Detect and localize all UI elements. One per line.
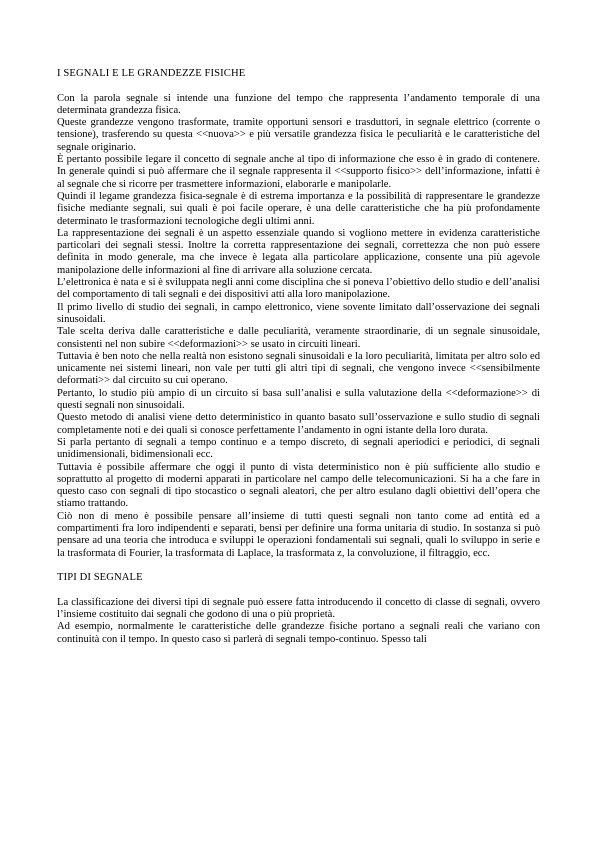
- section-tipi-segnale: [57, 572, 540, 646]
- paragraph: Ciò non di meno è possibile pensare all’insieme di tutti questi segnali non tanto come ad entità ed a compartimenti fra loro indipendenti e separati, bensì per definire una forma unitaria di studio. In sostanza si può pensare ad una teoria che introduca e sviluppi le operazioni fondamentali sui segnali, quali lo sviluppo in serie e la trasformata di Fourier, la trasformata di Laplace, la trasformata z, la convoluzione, il filtraggio, ecc.: [57, 510, 540, 559]
- paragraph: Tuttavia è ben noto che nella realtà non esistono segnali sinusoidali e la loro peculiarità, limitata per altro solo ed unicamente nei sistemi lineari, non vale per tutti gli altri tipi di segnali, che vengono invece <<sensibilmente deformati>> dal circuito su cui operano.: [57, 350, 540, 387]
- paragraph: Quindi il legame grandezza fisica-segnale è di estrema importanza e la possibilità di rappresentare le grandezze fisiche mediante segnali, sui quali è poi facile operare, è una delle caratteristiche che ha più profondamente determinato le trasformazioni tecnologiche degli ultimi anni.: [57, 190, 540, 227]
- section-heading: TIPI DI SEGNALE: [57, 572, 143, 584]
- paragraph: La classificazione dei diversi tipi di segnale può essere fatta introducendo il concetto di classe di segnali, ovvero l’insieme costituito dai segnali che godono di una o più proprietà.: [57, 596, 540, 621]
- paragraph: L’elettronica è nata e si è sviluppata negli anni come disciplina che si poneva l’obiettivo dello studio e dell’analisi del comportamento di tali segnali e dei dispositivi atti alla loro manipolazione.: [57, 277, 540, 301]
- paragraph: Queste grandezze vengono trasformate, tramite opportuni sensori e trasduttori, in segnale elettrico (corrente o tensione), trasferendo su questa <<nuova>> e più versatile grandezza fisica le peculiarità e le caratteristiche del segnale originario.: [57, 117, 540, 153]
- paragraph: Questo metodo di analisi viene detto deterministico in quanto basato sull’osservazione e sullo studio di segnali completamente noti e dei quali si conosce perfettamente l’andamento in ogni istante della loro durata.: [57, 412, 540, 436]
- document-page: [57, 68, 540, 646]
- paragraph: Pertanto, lo studio più ampio di un circuito si basa sull’analisi e sulla valutazione della <<deformazione>> di questi segnali non sinusoidali.: [57, 387, 540, 412]
- paragraph: Il primo livello di studio dei segnali, in campo elettronico, viene sovente limitato dall’osservazione dei segnali sinusoidali.: [57, 301, 540, 325]
- paragraph: È pertanto possibile legare il concetto di segnale anche al tipo di informazione che esso è in grado di contenere. In generale quindi si può affermare che il segnale rappresenta il <<supporto fisico>> dell’informazione, infatti è al segnale che si ricorre per trasmettere informazioni, elaborarle e manipolarle.: [57, 154, 540, 190]
- paragraph: Si parla pertanto di segnali a tempo continuo e a tempo discreto, di segnali aperiodici e periodici, di segnali unidimensionali, bidimensionali ecc.: [57, 436, 540, 461]
- paragraph: La rappresentazione dei segnali è un aspetto essenziale quando si vogliono mettere in evidenza caratteristiche particolari dei segnali stessi. Inoltre la corretta rappresentazione dei segnali, correttezza che non può essere definita in modo generale, ma che invece è legata alla particolare applicazione, consente una più agevole manipolazione delle informazioni al fine di arrivare alla soluzione cercata.: [57, 227, 540, 276]
- paragraph: Tuttavia è possibile affermare che oggi il punto di vista deterministico non è più sufficiente allo studio e soprattutto al progetto di moderni apparati in particolare nel campo delle telecomunicazioni. Si ha a che fare in questo caso con segnali di tipo stocastico o segnali aleatori, che per altro esulano dagli obiettivi dell’opera che stiamo trattando.: [57, 461, 540, 510]
- paragraph: Con la parola segnale si intende una funzione del tempo che rappresenta l’andamento temporale di una determinata grandezza fisica.: [57, 92, 540, 116]
- section-heading: I SEGNALI E LE GRANDEZZE FISICHE: [57, 68, 246, 79]
- paragraph: Ad esempio, normalmente le caratteristiche delle grandezze fisiche portano a segnali reali che variano con continuità con il tempo. In questo caso si parlerà di segnali tempo-continuo. Spesso tali: [57, 621, 540, 645]
- section-segnali-grandezze: [57, 68, 540, 560]
- paragraph: Tale scelta deriva dalle caratteristiche e dalle peculiarità, veramente straordinarie, di un segnale sinusoidale, consistenti nel non subire <<deformazioni>> se usato in circuiti lineari.: [57, 326, 540, 350]
